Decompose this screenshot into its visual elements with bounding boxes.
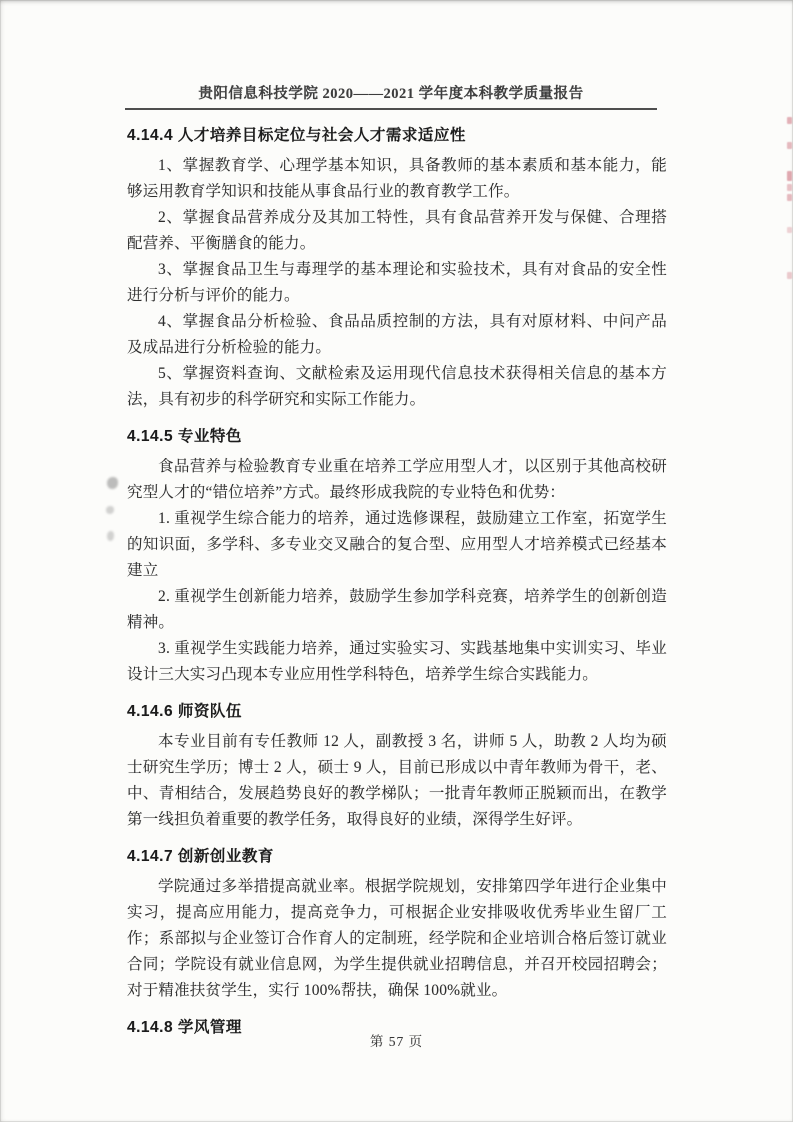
- scan-smudge: [107, 531, 114, 541]
- paragraph: 5、掌握资料查询、文献检索及运用现代信息技术获得相关信息的基本方法，具有初步的科学研究和实际工作能力。: [127, 365, 667, 408]
- scan-artifact: [787, 227, 792, 233]
- paragraph: 1. 重视学生综合能力的培养，通过选修课程，鼓励建立工作室，拓宽学生的知识面，多学科、多专业交叉融合的复合型、应用型人才培养模式已经基本建立: [127, 510, 667, 579]
- paragraph: 学院通过多举措提高就业率。根据学院规划，安排第四学年进行企业集中实习，提高应用能力，提高竞争力，可根据企业安排吸收优秀毕业生留厂工作；系部拟与企业签订合作育人的定制班，经学院和企业培训合格后签订就业合同；学院设有就业信息网，为学生提供就业招聘信息，并召开校园招聘会；对于精准扶贫学生，实行 100%帮扶，确保 100%就业。: [127, 878, 667, 999]
- section-heading-4-14-4: 4.14.4 人才培养目标定位与社会人才需求适应性: [127, 127, 466, 144]
- paragraph: 2、掌握食品营养成分及其加工特性，具有食品营养开发与保健、合理搭配营养、平衡膳食的能力。: [127, 209, 667, 252]
- page-footer: [0, 1030, 793, 1051]
- paragraph: 1、掌握教育学、心理学基本知识，具备教师的基本素质和基本能力，能够运用教育学知识和技能从事食品行业的教育教学工作。: [127, 157, 667, 200]
- paragraph: 食品营养与检验教育专业重在培养工学应用型人才，以区别于其他高校研究型人才的“错位培养”方式。最终形成我院的专业特色和优势：: [127, 458, 667, 501]
- scan-artifact: [787, 171, 792, 181]
- paragraph: 3、掌握食品卫生与毒理学的基本理论和实验技术，具有对食品的安全性进行分析与评价的能力。: [127, 261, 667, 304]
- scan-artifact: [787, 117, 792, 124]
- scan-smudge: [133, 540, 138, 546]
- paragraph: 3. 重视学生实践能力培养，通过实验实习、实践基地集中实训实习、毕业设计三大实习凸现本专业应用性学科特色，培养学生综合实践能力。: [127, 640, 667, 683]
- scan-artifact: [787, 194, 792, 201]
- page-header: [125, 82, 657, 110]
- scan-artifact: [787, 272, 792, 279]
- section-heading-4-14-5: 4.14.5 专业特色: [127, 428, 242, 445]
- section-heading-4-14-8: 4.14.8 学风管理: [127, 1019, 242, 1036]
- scan-artifact: [787, 142, 792, 149]
- paragraph: 2. 重视学生创新能力培养，鼓励学生参加学科竞赛，培养学生的创新创造精神。: [127, 588, 667, 631]
- paragraph: 本专业目前有专任教师 12 人，副教授 3 名，讲师 5 人，助教 2 人均为硕士研究生学历；博士 2 人，硕士 9 人，目前已形成以中青年教师为骨干，老、中、青相结合，发展趋势良好的教学梯队；一批青年教师正脱颖而出，在教学第一线担负着重要的教学任务，取得良好的业绩，深得学生好评。: [127, 733, 667, 828]
- section-heading-4-14-7: 4.14.7 创新创业教育: [127, 848, 274, 865]
- page-number: 第 57 页: [369, 1034, 424, 1049]
- paragraph: 4、掌握食品分析检验、食品品质控制的方法，具有对原材料、中问产品及成品进行分析检验的能力。: [127, 313, 667, 356]
- report-title: 贵阳信息科技学院 2020——2021 学年度本科教学质量报告: [198, 86, 584, 102]
- section-heading-4-14-6: 4.14.6 师资队伍: [127, 703, 242, 720]
- scan-artifact: [787, 184, 792, 191]
- page-content: [127, 116, 667, 1045]
- scan-smudge: [106, 506, 114, 514]
- scan-smudge: [107, 477, 118, 489]
